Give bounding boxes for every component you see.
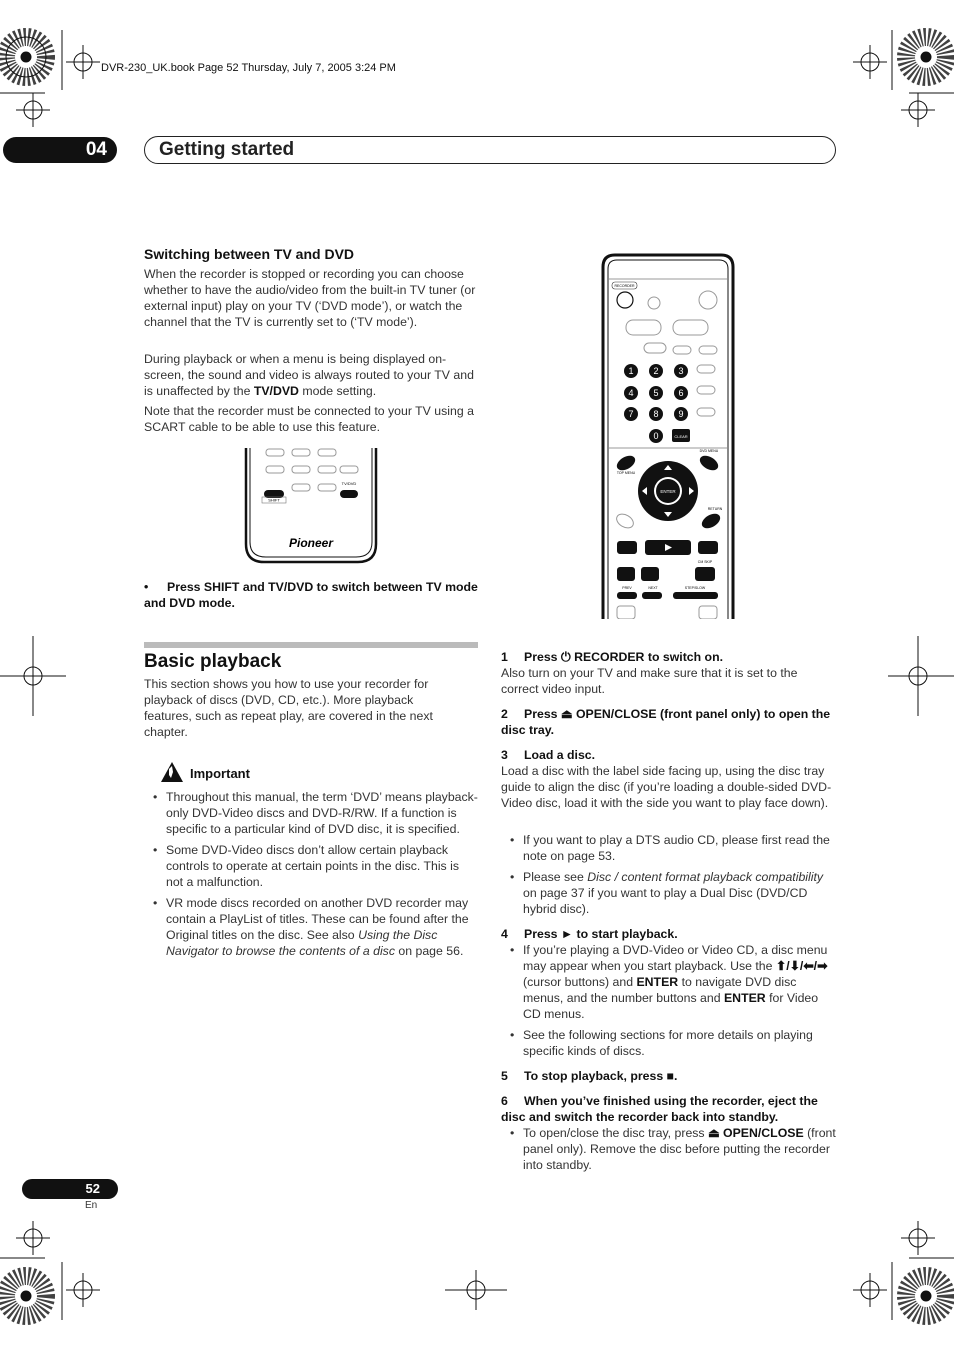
switching-bullet: • Press SHIFT and TV/DVD to switch between TV mode and DVD mode. [144,580,478,610]
step-1: 1 Press ⏻ RECORDER to switch on. [501,650,723,664]
step-6-notes [501,1125,836,1178]
dvd-menu-label: DVD MENU [699,449,719,453]
num-0: 0 [653,431,659,441]
clear-label: CLEAR [674,434,688,439]
switching-p3: Note that the recorder must be connected to your TV using a SCART cable to be able to use this feature. [144,404,474,434]
num-9: 9 [678,409,684,419]
num-8: 8 [653,409,659,419]
note-item: • If you’re playing a DVD-Video or Video CD, a disc menu may appear when you start playback. Use the ⬆/⬇/⬅/➡ (cursor buttons) and ENTER to navigate DVD disc menus, and the number buttons and ENTER for Video CD menus. [501,942,836,1022]
file-info: DVR-230_UK.book Page 52 Thursday, July 7, 2005 3:24 PM [101,62,396,74]
basic-intro: This section shows you how to use your recorder for playback of discs (DVD, CD, etc.). More playback features, such as repeat play, are covered in the next chapter. [144,677,433,739]
chapter-title: Getting started [159,139,295,160]
num-2: 2 [653,366,659,376]
chapter-number: 04 [3,137,117,163]
note-item: • Please see Disc / content format playback compatibility on page 37 if you want to play a Dual Disc (DVD/CD hybrid disc). [501,869,836,917]
tvdvd-label: TV/DVD [341,481,357,486]
page-number: 52 [22,1179,118,1199]
step-3: 3 Load a disc. [501,748,596,762]
section-divider [144,642,478,648]
note-item: • If you want to play a DTS audio CD, please first read the note on page 53. [501,832,836,864]
language-code: En [85,1200,98,1211]
remote-control-illustration [601,253,735,619]
note-item: • See the following sections for more details on playing specific kinds of discs. [501,1027,836,1059]
switching-p1: When the recorder is stopped or recording you can choose whether to have the audio/video from the built-in TV tuner (or external input) play on your TV (‘DVD mode’), or watch the channel that the TV is currently set to (‘TV mode’). [144,267,476,329]
pioneer-logo: Pioneer [288,536,334,550]
num-4: 4 [628,388,634,398]
prev-label: PREV [622,586,632,590]
basic-playback-heading: Basic playback [144,651,282,672]
step-2: 2 Press ⏏ OPEN/CLOSE (front panel only) to open the disc tray. [501,707,831,737]
num-5: 5 [653,388,659,398]
important-item: • VR mode discs recorded on another DVD recorder may contain a PlayList of titles. These can be found after the Original titles on the disc. See also Using the Disc Navigator to browse the contents of a disc on page 56. [144,895,478,959]
top-menu-label: TOP MENU [616,471,636,475]
num-1: 1 [628,366,634,376]
next-label: NEXT [648,586,658,590]
step-slow-label: STEP/SLOW [684,586,706,590]
return-label: RETURN [707,507,723,511]
important-item: • Throughout this manual, the term ‘DVD’ means playback-only DVD-Video discs and DVD-R/RW. If a function is specific to a particular kind of DVD disc, it is specified. [144,789,478,837]
step-1-body: Also turn on your TV and make sure that it is set to the correct video input. [501,666,798,696]
step-6: 6 When you’ve finished using the recorder, eject the disc and switch the recorder back into standby. [501,1094,818,1124]
step-4: 4 Press ► to start playback. [501,927,678,941]
step-3-body: Load a disc with the label side facing up, using the disc tray guide to align the disc (if you’re loading a double-sided DVD-Video disc, load it with the side you want to play face down). [501,764,832,810]
shift-label: SHIFT [268,497,280,503]
enter-label: ENTER [660,489,676,494]
switching-p2: During playback or when a menu is being displayed on-screen, the sound and video is always routed to your TV and is unaffected by the TV/DVD mode setting. [144,352,474,398]
important-label: Important [190,766,250,781]
important-item: • Some DVD-Video discs don’t allow certain playback controls to operate at certain points in the disc. This is not a malfunction. [144,842,478,890]
recorder-label: RECORDER [614,284,635,288]
num-6: 6 [678,388,684,398]
chapter-title-box [144,136,836,164]
step-5: 5 To stop playback, press ■. [501,1069,678,1083]
num-7: 7 [628,409,634,419]
important-list [144,789,478,964]
step-3-notes [501,832,836,922]
warning-icon [160,761,184,783]
step-4-notes [501,942,836,1064]
cm-skip-label: CM SKIP [697,560,713,564]
remote-shift-illustration [244,446,378,566]
num-3: 3 [678,366,684,376]
switching-heading: Switching between TV and DVD [144,246,355,262]
note-item: • To open/close the disc tray, press ⏏ OPEN/CLOSE (front panel only). Remove the disc before putting the recorder into standby. [501,1125,836,1173]
